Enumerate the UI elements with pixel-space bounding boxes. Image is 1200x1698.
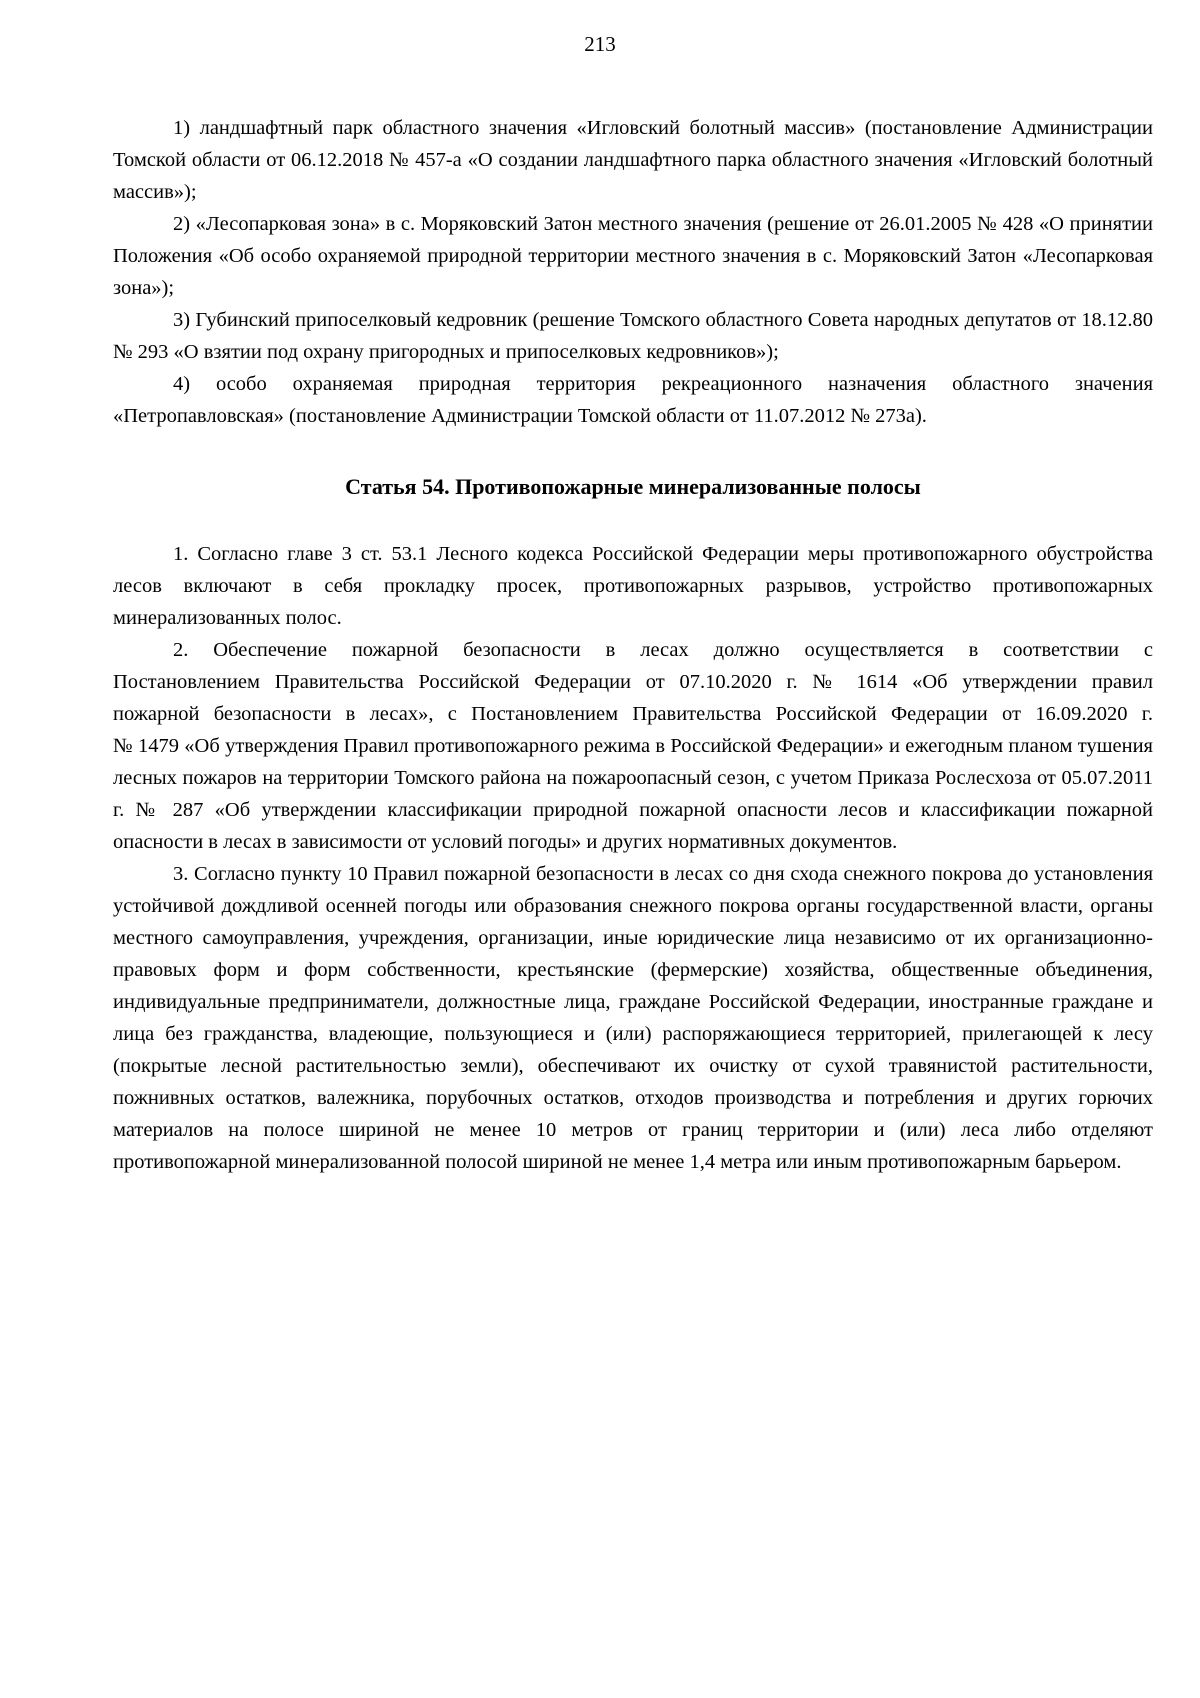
page-content xyxy=(113,112,1153,1178)
list-item-2: 2) «Лесопарковая зона» в с. Моряковский Затон местного значения (решение от 26.01.2005 № 428 «О принятии Положения «Об особо охраняемой природной территории местного значения в с. Моряковский Затон «Лесопарковая зона»); xyxy=(113,213,1153,299)
article-paragraph-3: 3. Согласно пункту 10 Правил пожарной безопасности в лесах со дня схода снежного покрова до установления устойчивой дождливой осенней погоды или образования снежного покрова органы государственной власти, органы местного самоуправления, учреждения, организации, иные юридические лица независимо от их организационно-правовых форм и форм собственности, крестьянские (фермерские) хозяйства, общественные объединения, индивидуальные предприниматели, должностные лица, граждане Российской Федерации, иностранные граждане и лица без гражданства, владеющие, пользующиеся и (или) распоряжающиеся территорией, прилегающей к лесу (покрытые лесной растительностью земли), обеспечивают их очистку от сухой травянистой растительности, пожнивных остатков, валежника, порубочных остатков, отходов производства и потребления и других горючих материалов на полосе шириной не менее 10 метров от границ территории и (или) леса либо отделяют противопожарной минерализованной полосой шириной не менее 1,4 метра или иным противопожарным барьером. xyxy=(113,863,1153,1173)
article-paragraph-1: 1. Согласно главе 3 ст. 53.1 Лесного кодекса Российской Федерации меры противопожарного обустройства лесов включают в себя прокладку просек, противопожарных разрывов, устройство противопожарных минерализованных полос. xyxy=(113,543,1153,629)
article-paragraph-2-rest: № 1479 «Об утверждения Правил противопожарного режима в Российской Федерации» и ежегодным планом тушения лесных пожаров на территории Томского района на пожароопасный сезон, с учетом Приказа Рослесхоза от 05.07.2011 г. № 287 «Об утверждении классификации природной пожарной опасности лесов и классификации пожарной опасности в лесах в зависимости от условий погоды» и других нормативных документов. xyxy=(113,735,1153,853)
article-paragraph-2-line-1: 2. Обеспечение пожарной безопасности в лесах должно осуществляется в соответствии с xyxy=(173,639,1153,661)
list-item-4: 4) особо охраняемая природная территория рекреационного назначения областного значения «Петропавловская» (постановление Администрации Томской области от 11.07.2012 № 273а). xyxy=(113,373,1153,427)
page-number: 213 xyxy=(584,32,616,56)
article-paragraph-2-line-2: Постановлением Правительства Российской Федерации от 07.10.2020 г. № 1614 «Об утверждении правил xyxy=(113,671,1153,693)
article-paragraph-2-line-3: пожарной безопасности в лесах», с Постановлением Правительства Российской Федерации от 16.09.2020 г. xyxy=(113,703,1153,725)
list-item-1: 1) ландшафтный парк областного значения «Игловский болотный массив» (постановление Администрации Томской области от 06.12.2018 № 457-а «О создании ландшафтного парка областного значения «Игловский болотный массив»); xyxy=(113,117,1153,203)
article-paragraph-2 xyxy=(113,634,1153,858)
article-heading: Статья 54. Противопожарные минерализованные полосы xyxy=(345,474,921,499)
list-item-3: 3) Губинский припоселковый кедровник (решение Томского областного Совета народных депутатов от 18.12.80 № 293 «О взятии под охрану пригородных и припоселковых кедровников»); xyxy=(113,309,1153,363)
